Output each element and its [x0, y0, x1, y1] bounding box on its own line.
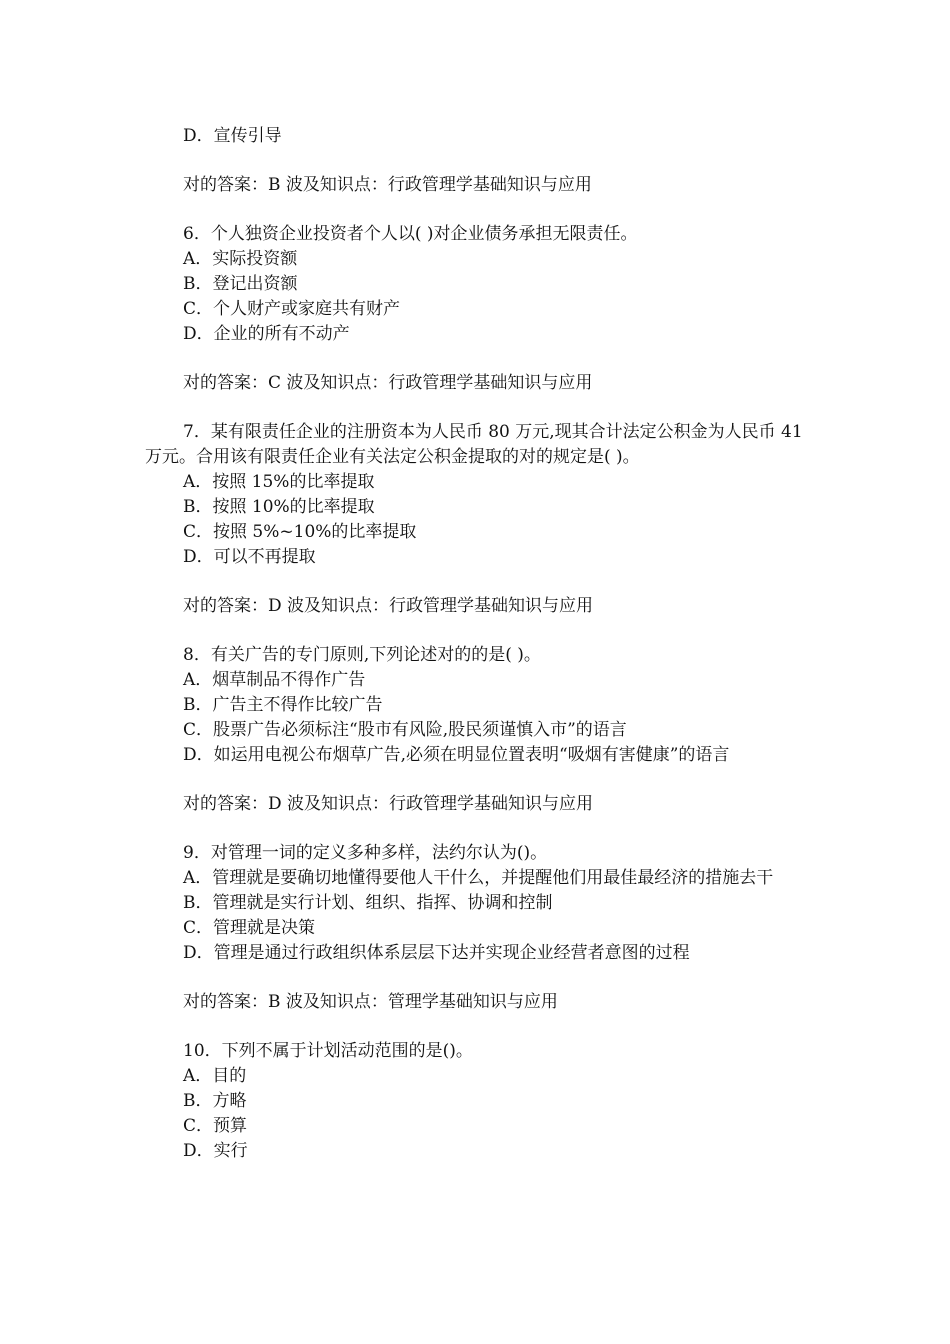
- option-a: A．按照 15%的比率提取: [183, 472, 375, 492]
- option-d: D．管理是通过行政组织体系层层下达并实现企业经营者意图的过程: [183, 943, 690, 963]
- option-b: B．广告主不得作比较广告: [183, 695, 383, 715]
- option-d: D．企业的所有不动产: [183, 324, 350, 344]
- option-a: A．烟草制品不得作广告: [183, 670, 366, 690]
- spacer: [145, 817, 810, 841]
- option-a: A．目的: [183, 1066, 247, 1086]
- question-6: 6．个人独资企业投资者个人以( )对企业债务承担无限责任。: [183, 224, 638, 244]
- answer-line: 对的答案：C 波及知识点：行政管理学基础知识与应用: [183, 373, 593, 393]
- option-d: D．如运用电视公布烟草广告,必须在明显位置表明“吸烟有害健康”的语言: [183, 745, 730, 765]
- question-9: 9．对管理一词的定义多种多样，法约尔认为()。: [183, 843, 548, 863]
- option-c: C．个人财产或家庭共有财产: [183, 299, 401, 319]
- document-body: [145, 124, 810, 1164]
- spacer: [145, 619, 810, 643]
- option-c: C．预算: [183, 1116, 248, 1136]
- option-c: C．股票广告必须标注“股市有风险,股民须谨慎入市”的语言: [183, 720, 627, 740]
- option-d: D．宣传引导: [183, 126, 282, 146]
- spacer: [145, 966, 810, 990]
- option-a: A．管理就是要确切地懂得要他人干什么，并提醒他们用最佳最经济的措施去干: [183, 868, 774, 888]
- option-b: B．管理就是实行计划、组织、指挥、协调和控制: [183, 893, 553, 913]
- option-d: D．可以不再提取: [183, 547, 316, 567]
- spacer: [145, 570, 810, 594]
- spacer: [145, 396, 810, 420]
- answer-line: 对的答案：D 波及知识点：行政管理学基础知识与应用: [183, 794, 594, 814]
- spacer: [145, 149, 810, 173]
- answer-line: 对的答案：B 波及知识点：管理学基础知识与应用: [183, 992, 558, 1012]
- question-7: 7．某有限责任企业的注册资本为人民币 80 万元,现其合计法定公积金为人民币 41 万元。合用该有限责任企业有关法定公积金提取的对的规定是( )。: [145, 422, 803, 467]
- answer-line: 对的答案：D 波及知识点：行政管理学基础知识与应用: [183, 596, 594, 616]
- option-b: B．登记出资额: [183, 274, 298, 294]
- option-c: C．按照 5%~10%的比率提取: [183, 522, 417, 542]
- option-b: B．按照 10%的比率提取: [183, 497, 375, 517]
- option-b: B．方略: [183, 1091, 247, 1111]
- spacer: [145, 347, 810, 371]
- spacer: [145, 198, 810, 222]
- option-a: A．实际投资额: [183, 249, 298, 269]
- option-c: C．管理就是决策: [183, 918, 316, 938]
- question-8: 8．有关广告的专门原则,下列论述对的的是( )。: [183, 645, 541, 665]
- answer-line: 对的答案：B 波及知识点：行政管理学基础知识与应用: [183, 175, 592, 195]
- option-d: D．实行: [183, 1141, 248, 1161]
- spacer: [145, 1015, 810, 1039]
- question-10: 10．下列不属于计划活动范围的是()。: [183, 1041, 473, 1061]
- spacer: [145, 768, 810, 792]
